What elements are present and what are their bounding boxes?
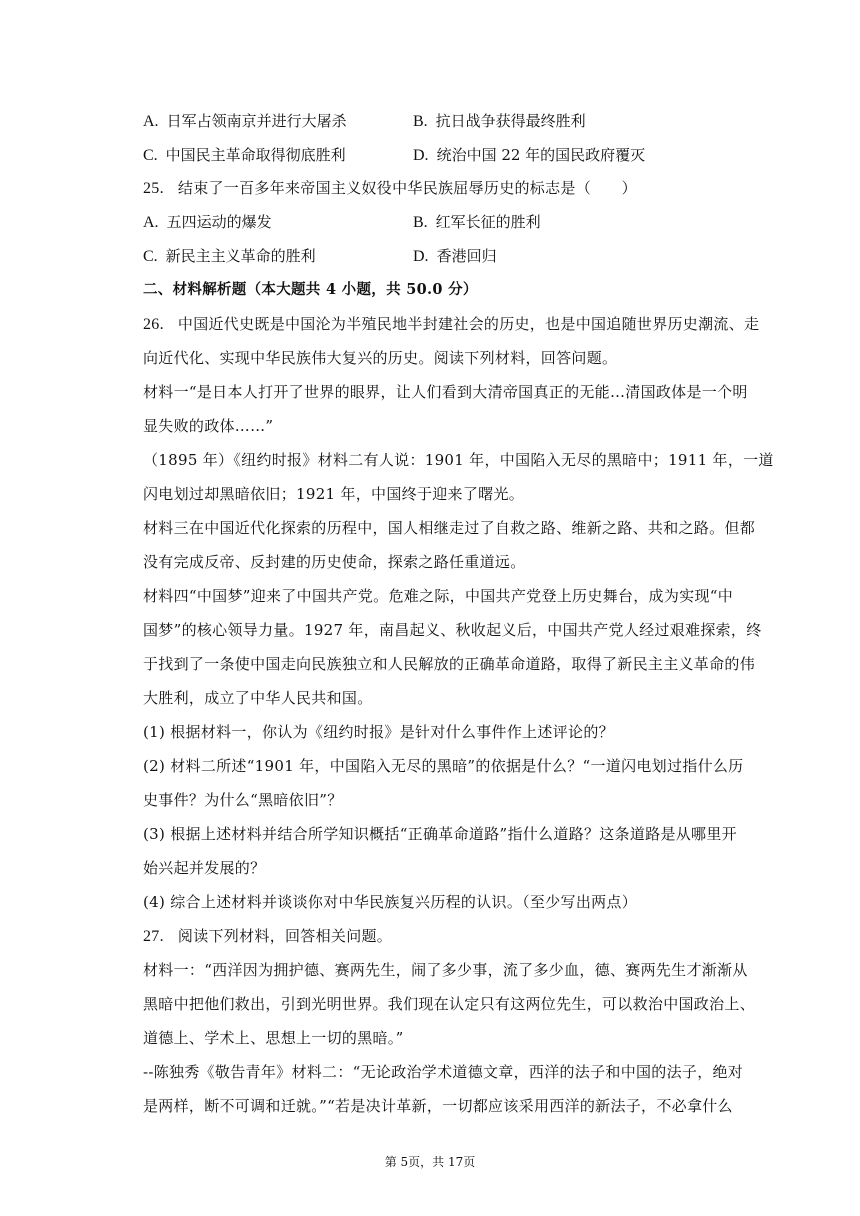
q24-option-d-letter: D. bbox=[413, 147, 429, 164]
q26-subquestion-3-line-1: (3) 根据上述材料并结合所学知识概括“正确革命道路”指什么道路？这条道路是从哪里开 bbox=[143, 825, 737, 843]
q26-material-2-line-1: （1895 年）《纽约时报》材料二有人说：1901 年，中国陷入无尽的黑暗中；1911 年，一道 bbox=[143, 451, 774, 469]
q27-material-2-line-2: 是两样，断不可调和迁就。”“若是决计革新，一切都应该采用西洋的新法子，不必拿什么 bbox=[143, 1097, 733, 1115]
q26-subquestion-1: (1) 根据材料一，你认为《纽约时报》是针对什么事件作上述评论的？ bbox=[143, 723, 614, 741]
q26-subquestion-4: (4) 综合上述材料并谈谈你对中华民族复兴历程的认识。（至少写出两点） bbox=[143, 893, 638, 911]
q24-option-a-text: 日军占领南京并进行大屠杀 bbox=[166, 112, 347, 130]
q25-option-d-letter: D. bbox=[413, 248, 429, 265]
q25-option-a-letter: A. bbox=[143, 214, 159, 231]
q25-option-c-letter: C. bbox=[143, 248, 158, 265]
q26-material-2-line-2: 闪电划过却黑暗依旧；1921 年，中国终于迎来了曙光。 bbox=[143, 485, 525, 503]
q24-option-c-letter: C. bbox=[143, 147, 158, 164]
q27-stem bbox=[143, 926, 743, 947]
q26-material-4-line-4: 大胜利，成立了中华人民共和国。 bbox=[143, 689, 373, 707]
q25-option-c[interactable] bbox=[143, 246, 316, 267]
q26-subquestion-2-line-2: 史事件？为什么“黑暗依旧”？ bbox=[143, 791, 343, 809]
q25-option-a[interactable] bbox=[143, 212, 272, 233]
q24-option-a-letter: A. bbox=[143, 113, 159, 130]
q26-intro-line-1 bbox=[143, 314, 760, 335]
q24-option-b-text: 抗日战争获得最终胜利 bbox=[435, 112, 586, 130]
q26-subquestion-3-line-2: 始兴起并发展的？ bbox=[143, 859, 266, 877]
q25-option-d[interactable] bbox=[413, 246, 497, 267]
q26-intro-text-1: 中国近代史既是中国沦为半殖民地半封建社会的历史，也是中国追随世界历史潮流、走 bbox=[177, 315, 760, 333]
q24-option-b[interactable] bbox=[413, 111, 586, 132]
q26-number: 26. bbox=[143, 316, 164, 333]
q26-material-1-line-2: 显失败的政体……” bbox=[143, 417, 274, 435]
q24-option-d-text: 统治中国 22 年的国民政府覆灭 bbox=[436, 146, 646, 164]
q24-option-b-letter: B. bbox=[413, 113, 428, 130]
page-footer: 第 5页，共 17页 bbox=[384, 1155, 476, 1169]
section-2-title: 二、材料解析题（本大题共 4 小题，共 50.0 分） bbox=[143, 281, 478, 298]
q25-option-a-text: 五四运动的爆发 bbox=[166, 213, 272, 231]
q25-option-b[interactable] bbox=[413, 212, 541, 233]
q24-option-c[interactable] bbox=[143, 145, 346, 166]
q25-option-b-letter: B. bbox=[413, 214, 428, 231]
q24-option-a[interactable] bbox=[143, 111, 347, 132]
q26-material-4-line-2: 国梦”的核心领导力量。1927 年，南昌起义、秋收起义后，中国共产党人经过艰难探索，终 bbox=[143, 621, 762, 639]
q25-option-d-text: 香港回归 bbox=[436, 247, 497, 265]
q26-material-4-line-1: 材料四“中国梦”迎来了中国共产党。危难之际，中国共产党登上历史舞台，成为实现“中 bbox=[143, 587, 734, 605]
q25-option-c-text: 新民主主义革命的胜利 bbox=[165, 247, 316, 265]
q27-material-2-line-1: --陈独秀《敬告青年》材料二：“无论政治学术道德文章，西洋的法子和中国的法子，绝对 bbox=[143, 1063, 744, 1081]
q25-stem bbox=[143, 178, 743, 199]
q27-stem-text: 阅读下列材料，回答相关问题。 bbox=[177, 927, 393, 945]
q25-number: 25. bbox=[143, 180, 164, 197]
q26-material-4-line-3: 于找到了一条使中国走向民族独立和人民解放的正确革命道路，取得了新民主主义革命的伟 bbox=[143, 655, 756, 673]
q24-option-c-text: 中国民主革命取得彻底胜利 bbox=[165, 146, 346, 164]
q27-material-1-line-1: 材料一：“西洋因为拥护德、赛两先生，闹了多少事，流了多少血，德、赛两先生才渐渐从 bbox=[143, 961, 748, 979]
q25-option-b-text: 红军长征的胜利 bbox=[435, 213, 541, 231]
q26-subquestion-2-line-1: (2) 材料二所述“1901 年，中国陷入无尽的黑暗”的依据是什么？“一道闪电划过指什么历 bbox=[143, 757, 744, 775]
q25-stem-text: 结束了一百多年来帝国主义奴役中华民族屈辱历史的标志是（ ） bbox=[177, 179, 637, 197]
q26-material-3-line-1: 材料三在中国近代化探索的历程中，国人相继走过了自救之路、维新之路、共和之路。但都 bbox=[143, 519, 756, 537]
q26-material-3-line-2: 没有完成反帝、反封建的历史使命，探索之路任重道远。 bbox=[143, 553, 526, 571]
q27-material-1-line-3: 道德上、学术上、思想上一切的黑暗。” bbox=[143, 1029, 404, 1047]
q27-material-1-line-2: 黑暗中把他们救出，引到光明世界。我们现在认定只有这两位先生，可以救治中国政治上、 bbox=[143, 995, 756, 1013]
q24-option-d[interactable] bbox=[413, 145, 645, 166]
q27-number: 27. bbox=[143, 928, 164, 945]
q26-intro-line-2: 向近代化、实现中华民族伟大复兴的历史。阅读下列材料，回答问题。 bbox=[143, 349, 618, 367]
q26-material-1-line-1: 材料一“是日本人打开了世界的眼界，让人们看到大清帝国真正的无能…清国政体是一个明 bbox=[143, 383, 748, 401]
